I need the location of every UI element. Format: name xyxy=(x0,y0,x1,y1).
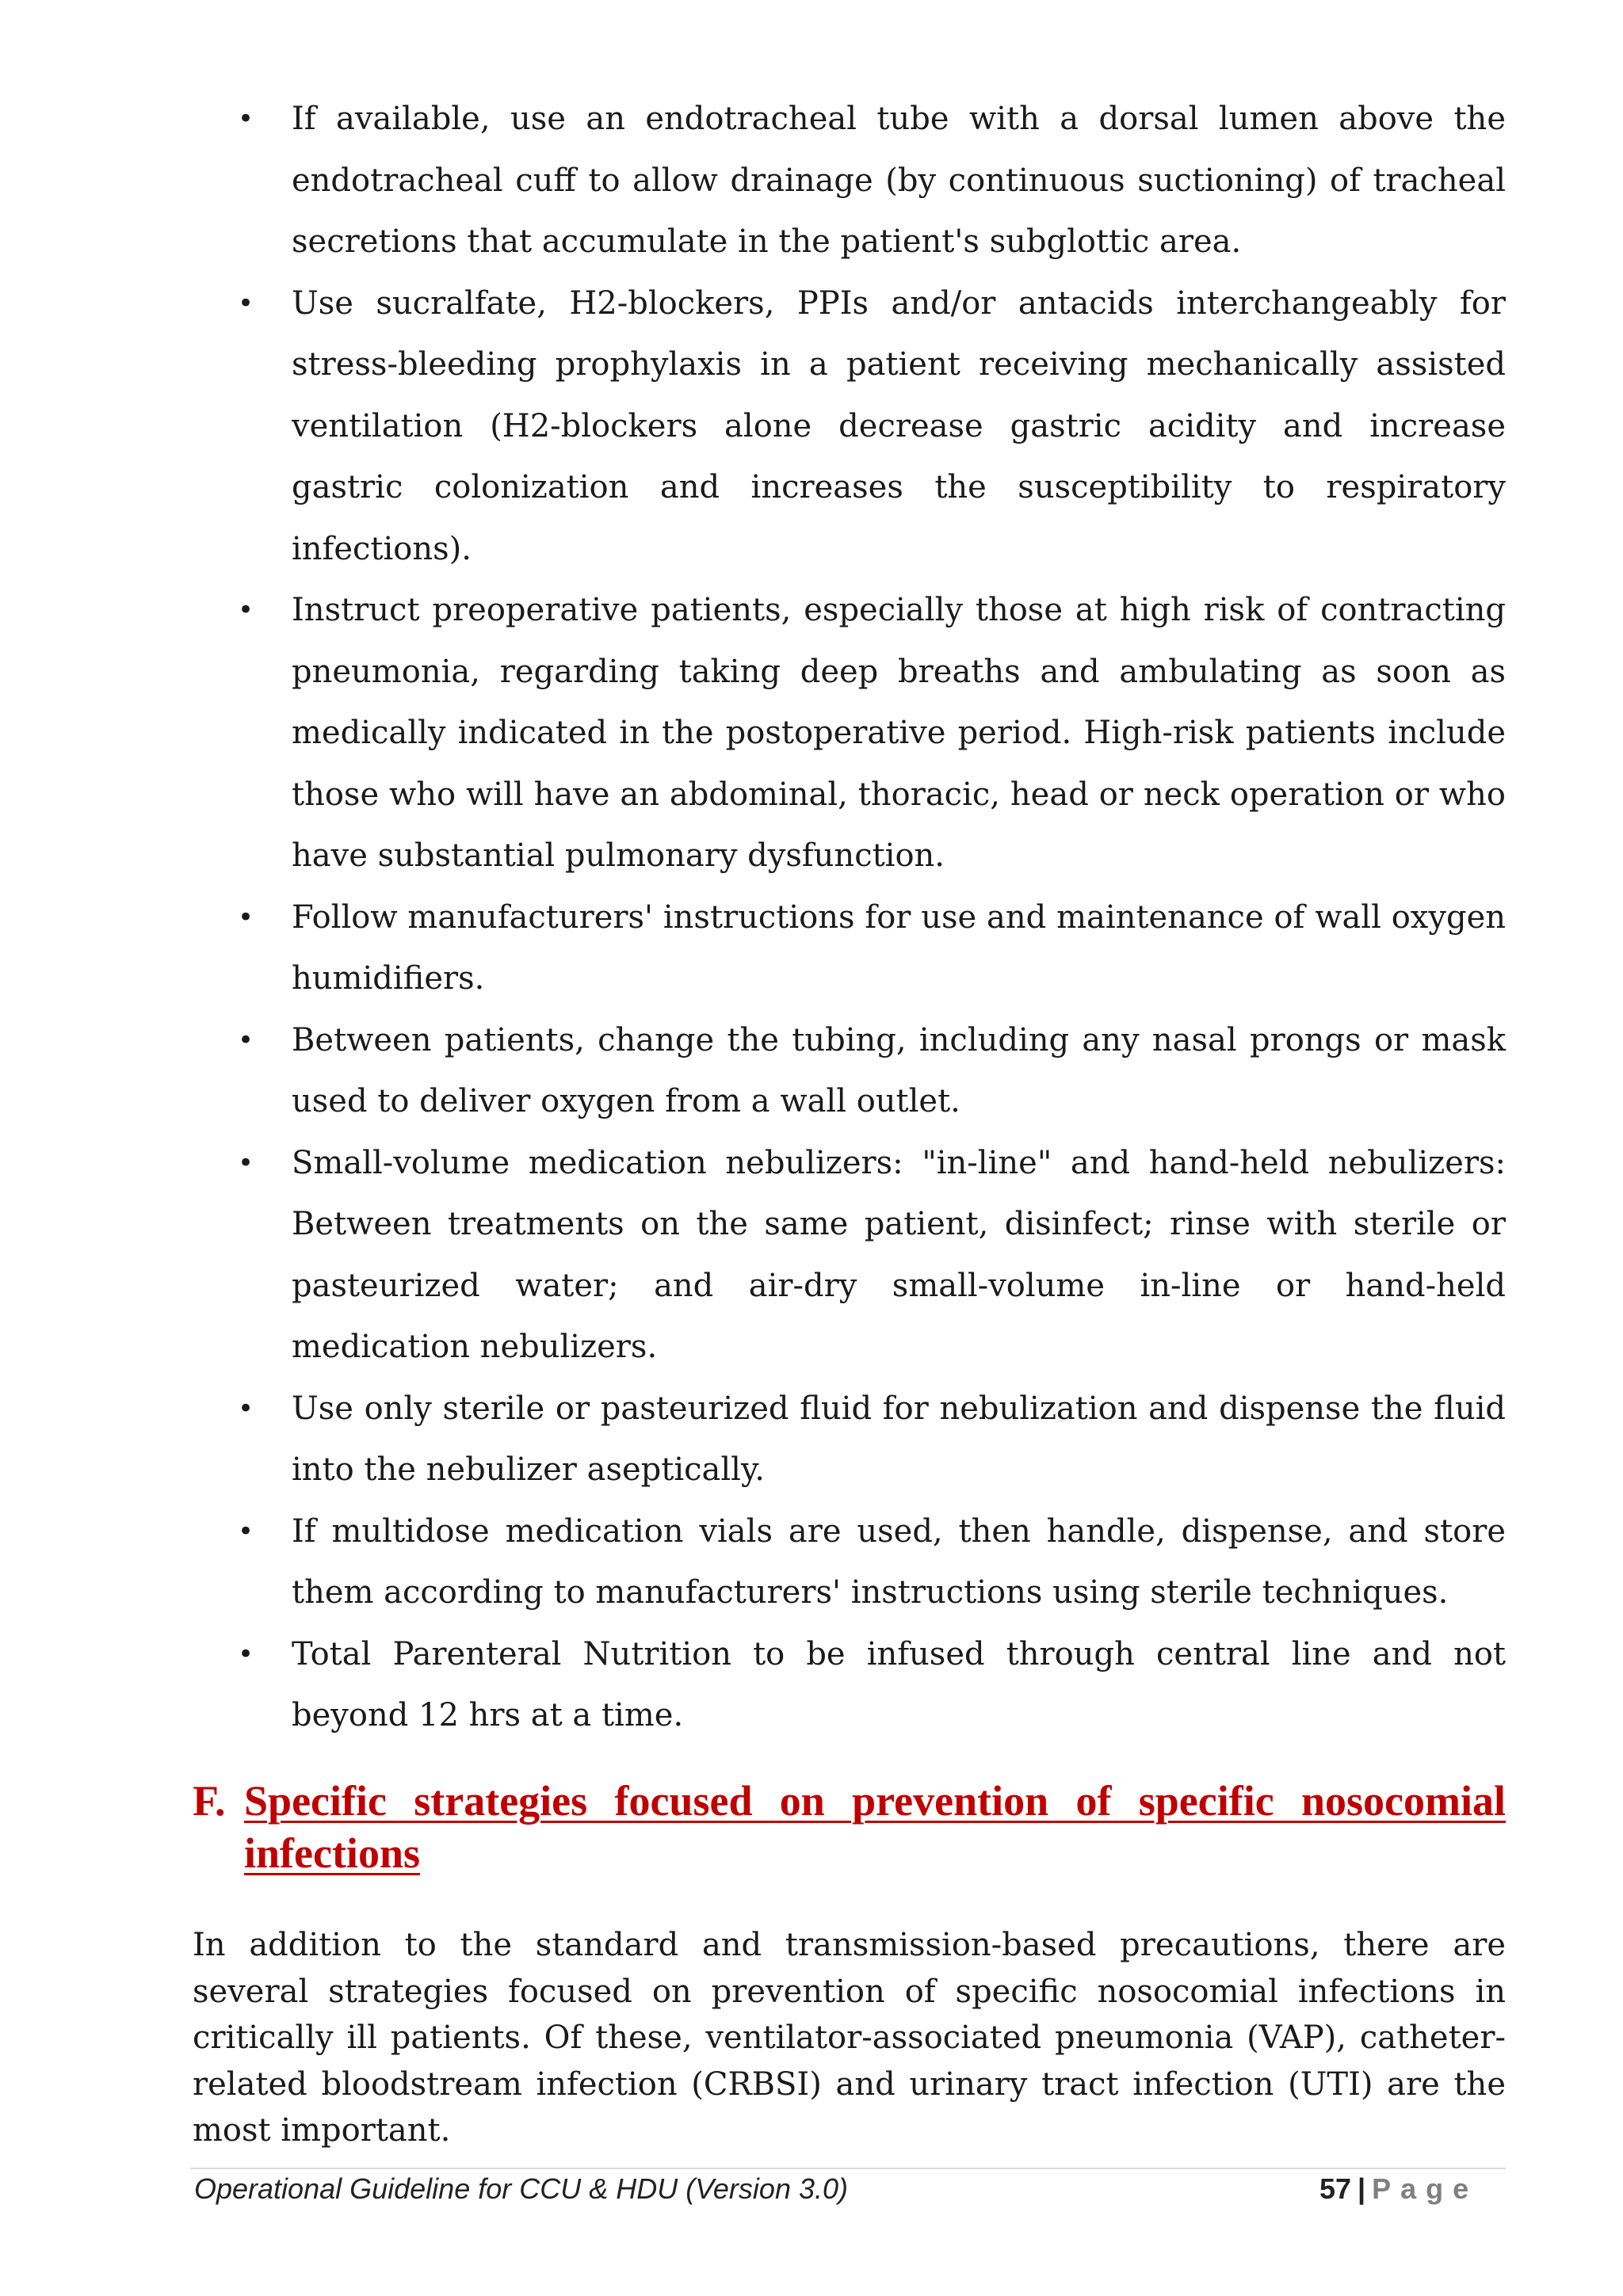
bullet-icon: • xyxy=(238,1146,254,1179)
section-heading xyxy=(193,1775,1506,1879)
list-item xyxy=(238,1379,1506,1501)
bullet-icon: • xyxy=(238,1515,254,1547)
bullet-text: Between patients, change the tubing, including any nasal prongs or mask used to deliver oxygen from a wall outlet. xyxy=(292,1021,1506,1119)
list-item xyxy=(238,1624,1506,1747)
bullet-icon: • xyxy=(238,287,254,319)
bullet-icon: • xyxy=(238,1392,254,1425)
bullet-text: Instruct preoperative patients, especially those at high risk of contracting pneumonia, regarding taking deep breaths and ambulating as soon as medically indicated in the postoperative period. High-risk patients include those who will have an abdominal, thoracic, head or neck operation or who have substantial pulmonary dysfunction. xyxy=(292,592,1506,874)
section-title: Specific strategies focused on prevention of specific nosocomial infections xyxy=(244,1777,1506,1877)
footer-title: Operational Guideline for CCU & HDU (Version 3.0) xyxy=(194,2172,848,2205)
bullet-icon: • xyxy=(238,594,254,626)
bullet-text: Small-volume medication nebulizers: "in-line" and hand-held nebulizers: Between treatments on the same patient, disinfect; rinse with sterile or pasteurized water; and air-dry small-volume in-line or hand-held medication nebulizers. xyxy=(292,1144,1506,1365)
bullet-text: Use sucralfate, H2-blockers, PPIs and/or antacids interchangeably for stress-bleeding prophylaxis in a patient receiving mechanically assisted ventilation (H2-blockers alone decrease gastric acidity and increase gastric colonization and increases the susceptibility to respiratory infections). xyxy=(292,284,1506,567)
list-item xyxy=(238,1010,1506,1133)
bullet-icon: • xyxy=(238,1024,254,1056)
bullet-text: If multidose medication vials are used, then handle, dispense, and store them according to manufacturers' instructions using sterile techniques. xyxy=(292,1512,1506,1611)
page-separator: | xyxy=(1358,2172,1366,2205)
bullet-icon: • xyxy=(238,1638,254,1670)
bullet-list xyxy=(238,89,1506,1747)
page-label: Page xyxy=(1372,2172,1479,2205)
list-item xyxy=(238,1501,1506,1624)
list-item xyxy=(238,89,1506,273)
page-indicator xyxy=(1319,2172,1478,2206)
bullet-icon: • xyxy=(238,103,254,135)
bullet-text: Follow manufacturers' instructions for use and maintenance of wall oxygen humidifiers. xyxy=(292,898,1506,997)
list-item xyxy=(238,580,1506,887)
list-item xyxy=(238,273,1506,581)
list-item xyxy=(238,1133,1506,1379)
bullet-icon: • xyxy=(238,901,254,933)
page-number: 57 xyxy=(1319,2172,1352,2205)
section-letter: F. xyxy=(193,1777,226,1825)
list-item xyxy=(238,887,1506,1010)
body-paragraph: In addition to the standard and transmission-based precautions, there are several strategies focused on prevention of specific nosocomial infections in critically ill patients. Of these, ventilator-associated pneumonia (VAP), catheter-related bloodstream infection (CRBSI) and urinary tract infection (UTI) are the most important. xyxy=(193,1927,1506,2149)
bullet-text: Use only sterile or pasteurized fluid for nebulization and dispense the fluid into the nebulizer aseptically. xyxy=(292,1390,1506,1488)
footer-divider xyxy=(190,2168,1506,2169)
bullet-text: If available, use an endotracheal tube with a dorsal lumen above the endotracheal cuff to allow drainage (by continuous suctioning) of tracheal secretions that accumulate in the patient's subglottic area. xyxy=(292,101,1506,260)
bullet-text: Total Parenteral Nutrition to be infused through central line and not beyond 12 hrs at a time. xyxy=(292,1635,1506,1733)
